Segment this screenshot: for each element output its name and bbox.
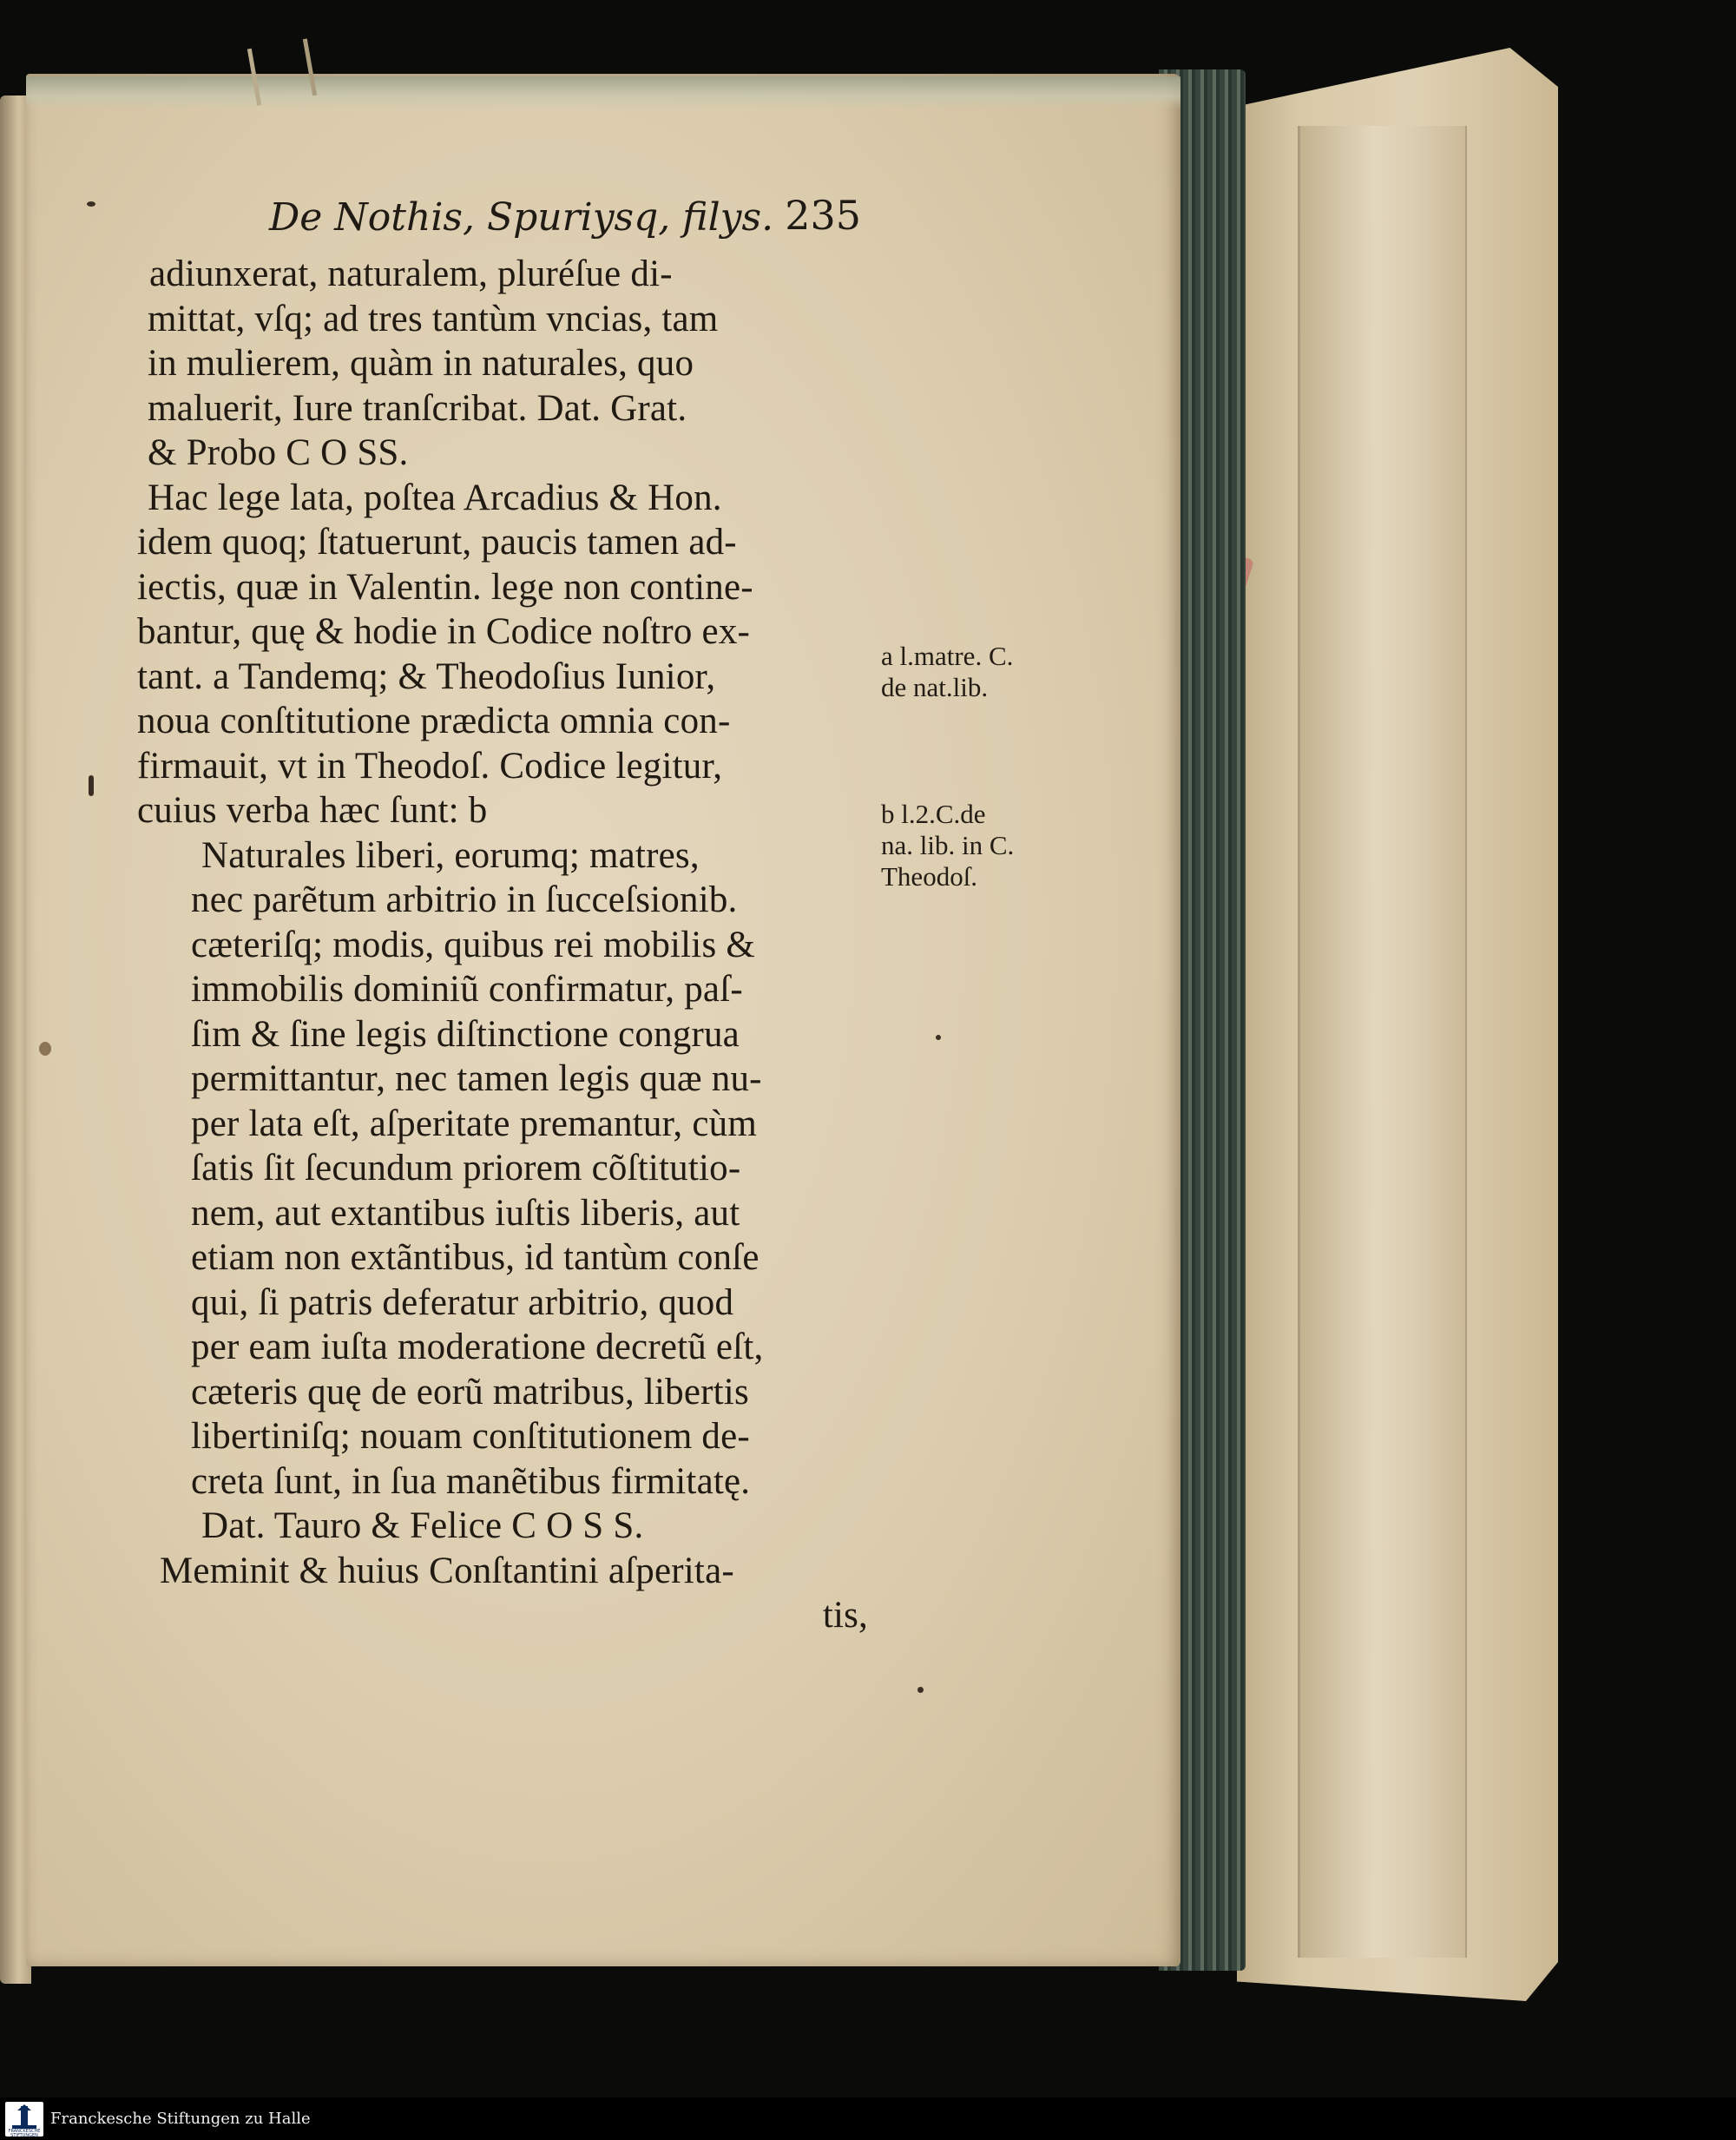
text-line: Naturales liberi, eorumq; matres,	[201, 834, 700, 876]
text-line: Hac lege lata, poſtea Arcadius & Hon.	[148, 477, 722, 518]
text-line: cæteris quę de eorũ matribus, libertis	[191, 1371, 749, 1412]
ink-speck	[87, 201, 95, 207]
margin-note-b-line1: b l.2.C.de	[881, 799, 986, 829]
stain-speck	[39, 1042, 51, 1056]
margin-note-a-line2: de nat.lib.	[881, 672, 989, 702]
text-line: noua conſtitutione prædicta omnia con-	[137, 701, 731, 741]
ink-speck	[89, 775, 94, 796]
text-line: creta ſunt, in ſua manẽtibus firmitatę.	[191, 1460, 751, 1502]
text-line: cæteriſq; modis, quibus rei mobilis &	[191, 924, 755, 965]
text-line: mittat, vſq; ad tres tantùm vncias, tam	[148, 298, 719, 339]
text-line: qui, ſi patris deferatur arbitrio, quod	[191, 1281, 734, 1323]
text-line: ſim & ſine legis diſtinctione congrua	[191, 1013, 740, 1055]
running-title: De Nothis, Spuriysq, filys.	[269, 195, 774, 240]
margin-note-b-line3: Theodoſ.	[881, 861, 978, 892]
catchword: tis,	[822, 1595, 868, 1636]
page-number: 235	[785, 192, 861, 239]
text-line: tant. a Tandemq; & Theodoſius Iunior,	[137, 655, 716, 697]
binding-string	[247, 38, 317, 105]
logo-caption: FRANCKESCHE STIFTUNGEN	[8, 2129, 41, 2138]
text-line: cuius verba hæc ſunt: b	[137, 790, 488, 831]
text-line: bantur, quę & hodie in Codice noſtro ex-	[137, 611, 751, 652]
text-line: permittantur, nec tamen legis quæ nu-	[191, 1058, 762, 1099]
margin-note-a-line1: a l.matre. C.	[881, 641, 1014, 671]
text-line: & Probo C O SS.	[148, 432, 409, 473]
ink-speck	[936, 1035, 941, 1040]
text-line: nec parẽtum arbitrio in ſucceſsionib.	[191, 879, 738, 920]
text-line: in mulierem, quàm in naturales, quo	[148, 343, 694, 384]
text-line: Meminit & huius Conſtantini aſperita-	[160, 1550, 734, 1591]
text-line: libertiniſq; nouam conſtitutionem de-	[191, 1416, 750, 1457]
text-line: nem, aut extantibus iuſtis liberis, aut	[191, 1192, 740, 1234]
cover-fold-flap	[1298, 126, 1467, 1958]
text-line: immobilis dominiũ confirmatur, paſ-	[191, 969, 743, 1010]
institution-logo	[5, 2102, 43, 2137]
running-header	[269, 192, 868, 256]
text-line: per eam iuſta moderatione decretũ eſt,	[191, 1327, 764, 1367]
text-line: maluerit, Iure tranſcribat. Dat. Grat.	[148, 387, 687, 429]
text-line: per lata eſt, aſperitate premantur, cùm	[191, 1103, 757, 1144]
text-line: ſatis ſit ſecundum priorem cõſtitutio-	[191, 1148, 741, 1189]
page-top-stain	[26, 76, 1180, 109]
institution-name: Franckesche Stiftungen zu Halle	[50, 2110, 311, 2128]
text-line: Dat. Tauro & Felice C O S S.	[201, 1505, 644, 1546]
body-text	[137, 252, 877, 1638]
logo-tower-icon	[21, 2106, 28, 2125]
text-line: firmauit, vt in Theodoſ. Codice legitur,	[137, 745, 723, 787]
text-line: iectis, quæ in Valentin. lege non contine-	[137, 566, 753, 608]
text-line: etiam non extãntibus, id tantùm conſe	[191, 1237, 760, 1278]
text-line: idem quoq; ſtatuerunt, paucis tamen ad-	[137, 522, 737, 563]
margin-note-b-line2: na. lib. in C.	[881, 830, 1015, 860]
footer-bar	[0, 2097, 1736, 2140]
ink-speck	[917, 1687, 924, 1693]
text-line: adiunxerat, naturalem, pluréſue di-	[149, 254, 673, 294]
